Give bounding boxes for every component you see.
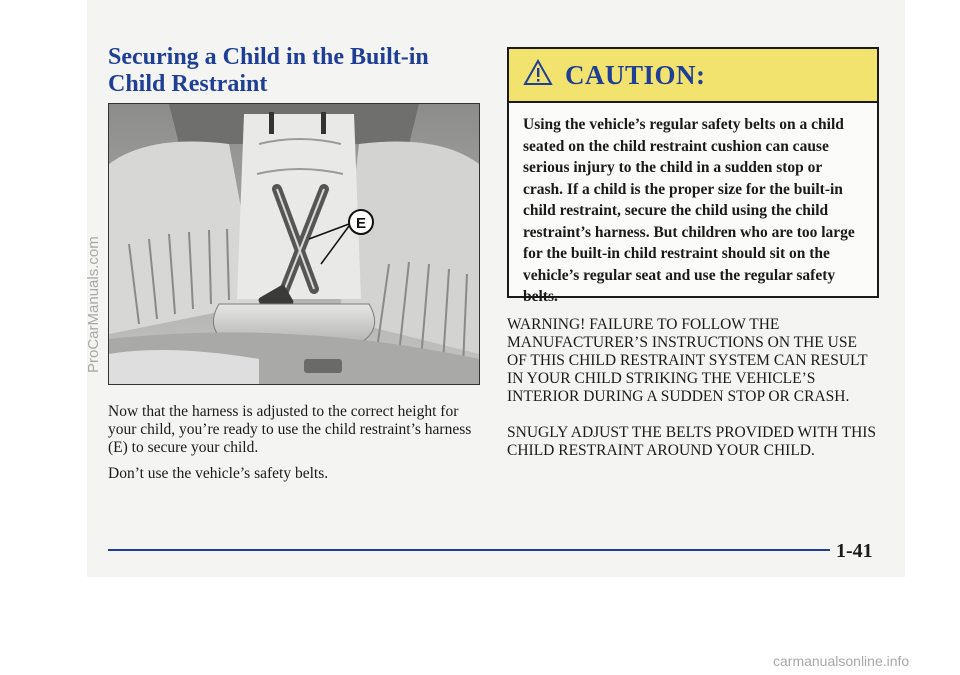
caution-header [509, 49, 877, 103]
callout-label: E [355, 215, 367, 232]
adjust-belts-paragraph: SNUGLY ADJUST THE BELTS PROVIDED WITH THIS CHILD RESTRAINT AROUND YOUR CHILD. [507, 424, 877, 459]
caution-box [507, 47, 879, 305]
warning-triangle-icon [523, 59, 553, 91]
page-number: 1-41 [836, 540, 873, 562]
section-heading: Securing a Child in the Built-in Child Restraint [108, 44, 429, 97]
child-restraint-illustration [108, 103, 480, 385]
caution-title: CAUTION: [565, 59, 706, 90]
rear-seat-drawing [109, 104, 479, 384]
intro-paragraph: Now that the harness is adjusted to the correct height for your child, you’re ready to use the child restraint’s harness (E) to secure your child. [108, 403, 472, 456]
vertical-watermark: ProCarManuals.com [85, 236, 102, 373]
caution-text: Using the vehicle’s regular safety belts on a child seated on the child restraint cushion can cause serious injury to the child in a sudden stop or crash. If a child is the proper size for the built-in child restraint, secure the child using the child restraint’s harness. But children who are too large for the built-in child restraint should sit on the vehicle’s regular seat and use the regular safety belts. [523, 116, 855, 305]
warning-paragraph: WARNING! FAILURE TO FOLLOW THE MANUFACTURER’S INSTRUCTIONS ON THE USE OF THIS CHILD RESTRAINT SYSTEM CAN RESULT IN YOUR CHILD STRIKING THE VEHICLE’S INTERIOR DURING A SUDDEN STOP OR CRASH. [507, 316, 868, 405]
no-vehicle-belts-note: Don’t use the vehicle’s safety belts. [108, 465, 329, 482]
bottom-watermark: carmanualsonline.info [773, 653, 910, 669]
footer-rule [108, 549, 830, 551]
